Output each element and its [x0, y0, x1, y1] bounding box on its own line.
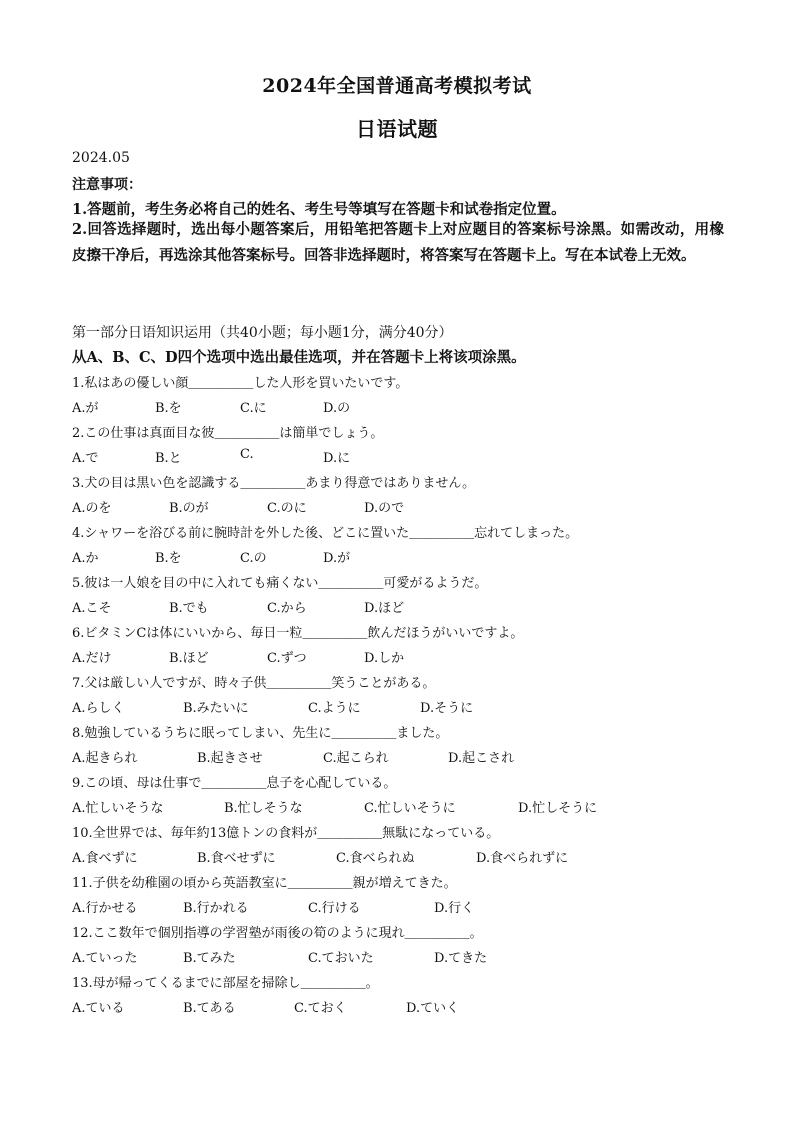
question-stem: 11.子供を幼稚園の頃から英語教室に＿＿＿＿＿親が増えてきた。 [72, 876, 457, 891]
option-b[interactable]: B.てある [183, 1001, 236, 1016]
question-stem: 3.犬の目は黒い色を認識する＿＿＿＿＿あまり得意ではありません。 [72, 476, 476, 491]
question-stem: 8.勉強しているうちに眠ってしまい、先生に＿＿＿＿＿ました。 [72, 726, 449, 741]
option-a[interactable]: A.のを [72, 501, 112, 516]
option-a[interactable]: A.こそ [72, 601, 112, 616]
option-b[interactable]: B.でも [169, 601, 209, 616]
option-b[interactable]: B.食べせずに [197, 851, 276, 866]
question-stem: 2.この仕事は真面目な彼＿＿＿＿＿は簡単でしょう。 [72, 426, 384, 441]
option-d[interactable]: D.の [323, 401, 351, 416]
option-a[interactable]: A.ている [72, 1001, 125, 1016]
option-c[interactable]: C.ずつ [267, 651, 307, 666]
option-b[interactable]: B.と [155, 451, 182, 466]
exam-subtitle: 日语试题 [356, 117, 438, 141]
option-c[interactable]: C.ておく [294, 1001, 347, 1016]
option-a[interactable]: A.が [72, 401, 99, 416]
notice-item-2: 2.回答选择题时，选出每小题答案后，用铅笔把答题卡上对应题目的答案标号涂黑。如需改动，用橡皮擦干净后，再选涂其他答案标号。回答非选择题时，将答案写在答题卡上。写在本试卷上无效。 [72, 221, 724, 264]
notice-label: 注意事项： [72, 177, 142, 193]
option-c[interactable]: C.起こられ [323, 751, 389, 766]
option-d[interactable]: D.そうに [420, 701, 474, 716]
option-a[interactable]: A.だけ [72, 651, 112, 666]
option-b[interactable]: B.を [155, 401, 182, 416]
option-a[interactable]: A.忙しいそうな [72, 801, 164, 816]
question-stem: 12.ここ数年で個別指導の学習塾が雨後の筍のように現れ＿＿＿＿＿。 [72, 926, 483, 941]
section-heading: 第一部分日语知识运用（共40小题；每小题1分，满分40分） [72, 325, 453, 341]
option-a[interactable]: A.か [72, 551, 99, 566]
option-b[interactable]: B.ほど [169, 651, 209, 666]
exam-date: 2024.05 [72, 150, 130, 166]
question-stem: 13.母が帰ってくるまでに部屋を掃除し＿＿＿＿＿。 [72, 976, 379, 991]
option-d[interactable]: D.ほど [364, 601, 405, 616]
option-a[interactable]: A.らしく [72, 701, 125, 716]
option-c[interactable]: C.に [240, 401, 267, 416]
option-c[interactable]: C.ておいた [308, 951, 374, 966]
option-c[interactable]: C.から [267, 601, 307, 616]
question-stem: 5.彼は一人娘を目の中に入れても痛くない＿＿＿＿＿可愛がるようだ。 [72, 576, 488, 591]
option-d[interactable]: D.ので [364, 501, 405, 516]
option-d[interactable]: D.忙しそうに [518, 801, 598, 816]
option-c[interactable]: C. [240, 447, 254, 462]
option-c[interactable]: C.食べられぬ [336, 851, 415, 866]
option-a[interactable]: A.行かせる [72, 901, 138, 916]
option-d[interactable]: D.てきた [434, 951, 488, 966]
question-stem: 6.ビタミンCは体にいいから、毎日一粒＿＿＿＿＿飲んだほうがいいですよ。 [72, 626, 524, 641]
option-c[interactable]: C.の [240, 551, 267, 566]
option-b[interactable]: B.を [155, 551, 182, 566]
option-b[interactable]: B.みたいに [183, 701, 249, 716]
option-b[interactable]: B.てみた [183, 951, 236, 966]
option-a[interactable]: A.で [72, 451, 99, 466]
option-c[interactable]: C.忙しいそうに [364, 801, 456, 816]
question-stem: 7.父は厳しい人ですが、時々子供＿＿＿＿＿笑うことがある。 [72, 676, 436, 691]
option-d[interactable]: D.が [323, 551, 351, 566]
option-c[interactable]: C.のに [267, 501, 307, 516]
option-b[interactable]: B.起きさせ [197, 751, 263, 766]
option-d[interactable]: D.食べられずに [476, 851, 569, 866]
section-instruction: 从A、B、C、D四个选项中选出最佳选项，并在答题卡上将该项涂黑。 [72, 349, 526, 366]
question-stem: 9.この頃、母は仕事で＿＿＿＿＿息子を心配している。 [72, 776, 397, 791]
question-stem: 10.全世界では、毎年約13億トンの食料が＿＿＿＿＿無駄になっている。 [72, 826, 500, 841]
option-b[interactable]: B.行かれる [183, 901, 249, 916]
option-d[interactable]: D.ていく [406, 1001, 460, 1016]
exam-title: 2024年全国普通高考模拟考试 [262, 75, 532, 97]
notice-item-1: 1.答题前，考生务必将自己的姓名、考生号等填写在答题卡和试卷指定位置。 [72, 201, 566, 218]
option-d[interactable]: D.しか [364, 651, 405, 666]
option-c[interactable]: C.ように [308, 701, 361, 716]
option-c[interactable]: C.行ける [308, 901, 361, 916]
option-b[interactable]: B.忙しそうな [224, 801, 303, 816]
option-d[interactable]: D.行く [434, 901, 475, 916]
option-d[interactable]: D.に [323, 451, 351, 466]
question-stem: 1.私はあの優しい顔＿＿＿＿＿した人形を買いたいです。 [72, 376, 409, 391]
option-b[interactable]: B.のが [169, 501, 209, 516]
option-a[interactable]: A.ていった [72, 951, 138, 966]
option-d[interactable]: D.起こされ [448, 751, 515, 766]
question-stem: 4.シャワーを浴びる前に腕時計を外した後、どこに置いた＿＿＿＿＿忘れてしまった。 [72, 526, 579, 541]
option-a[interactable]: A.食べずに [72, 851, 138, 866]
option-a[interactable]: A.起きられ [72, 751, 138, 766]
